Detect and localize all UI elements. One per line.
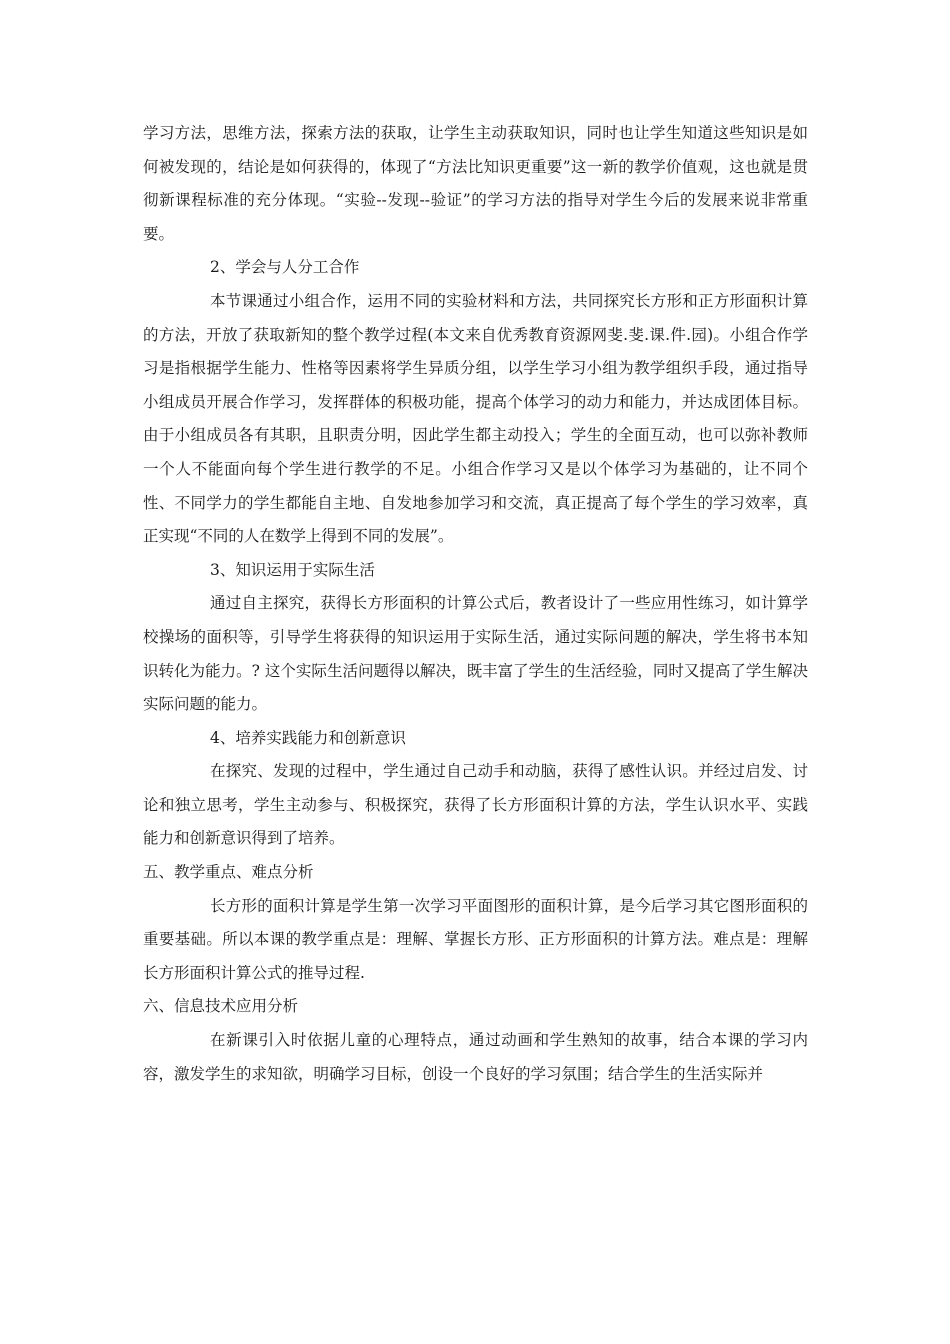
part-5-paragraph: 长方形的面积计算是学生第一次学习平面图形的面积计算，是今后学习其它图形面积的重要基础。所以本课的教学重点是：理解、掌握长方形、正方形面积的计算方法。难点是：理解长方形面积计算公式的推导过程.: [143, 896, 808, 982]
section-2-heading: 2、学会与人分工合作: [210, 258, 360, 277]
section-4-paragraph: 在探究、发现的过程中，学生通过自己动手和动脑，获得了感性认识。并经过启发、讨论和独立思考，学生主动参与、积极探究，获得了长方形面积计算的方法，学生认识水平、实践能力和创新意识得到了培养。: [143, 762, 808, 848]
part-6-heading: 六、信息技术应用分析: [143, 997, 299, 1016]
section-3-heading: 3、知识运用于实际生活: [210, 560, 375, 579]
section-4-heading: 4、培养实践能力和创新意识: [210, 728, 406, 747]
section-3-paragraph: 通过自主探究，获得长方形面积的计算公式后，教者设计了一些应用性练习，如计算学校操场的面积等，引导学生将获得的知识运用于实际生活，通过实际问题的解决，学生将书本知识转化为能力。? 这个实际生活问题得以解决，既丰富了学生的生活经验，同时又提高了学生解决实际问题的能力。: [143, 594, 808, 714]
opening-paragraph: 学习方法，思维方法，探索方法的获取，让学生主动获取知识，同时也让学生知道这些知识是如何被发现的，结论是如何获得的，体现了“方法比知识更重要”这一新的教学价值观，这也就是贯彻新课程标准的充分体现。“实验--发现--验证”的学习方法的指导对学生今后的发展来说非常重要。: [143, 124, 808, 243]
part-6-paragraph: 在新课引入时依据儿童的心理特点，通过动画和学生熟知的故事，结合本课的学习内容，激发学生的求知欲，明确学习目标，创设一个良好的学习氛围；结合学生的生活实际并: [143, 1031, 808, 1083]
document-body: [143, 117, 808, 1091]
part-5-heading: 五、教学重点、难点分析: [143, 863, 314, 882]
section-2-paragraph: 本节课通过小组合作，运用不同的实验材料和方法，共同探究长方形和正方形面积计算的方法，开放了获取新知的整个教学过程(本文来自优秀教育资源网斐.斐.课.件.园)。小组合作学习是指根据学生能力、性格等因素将学生异质分组，以学生学习小组为教学组织手段，通过指导小组成员开展合作学习，发挥群体的积极功能，提高个体学习的动力和能力，并达成团体目标。由于小组成员各有其职，且职责分明，因此学生都主动投入；学生的全面互动，也可以弥补教师一个人不能面向每个学生进行教学的不足。小组合作学习又是以个体学习为基础的，让不同个性、不同学力的学生都能自主地、自发地参加学习和交流，真正提高了每个学生的学习效率，真正实现“不同的人在数学上得到不同的发展”。: [143, 291, 808, 546]
